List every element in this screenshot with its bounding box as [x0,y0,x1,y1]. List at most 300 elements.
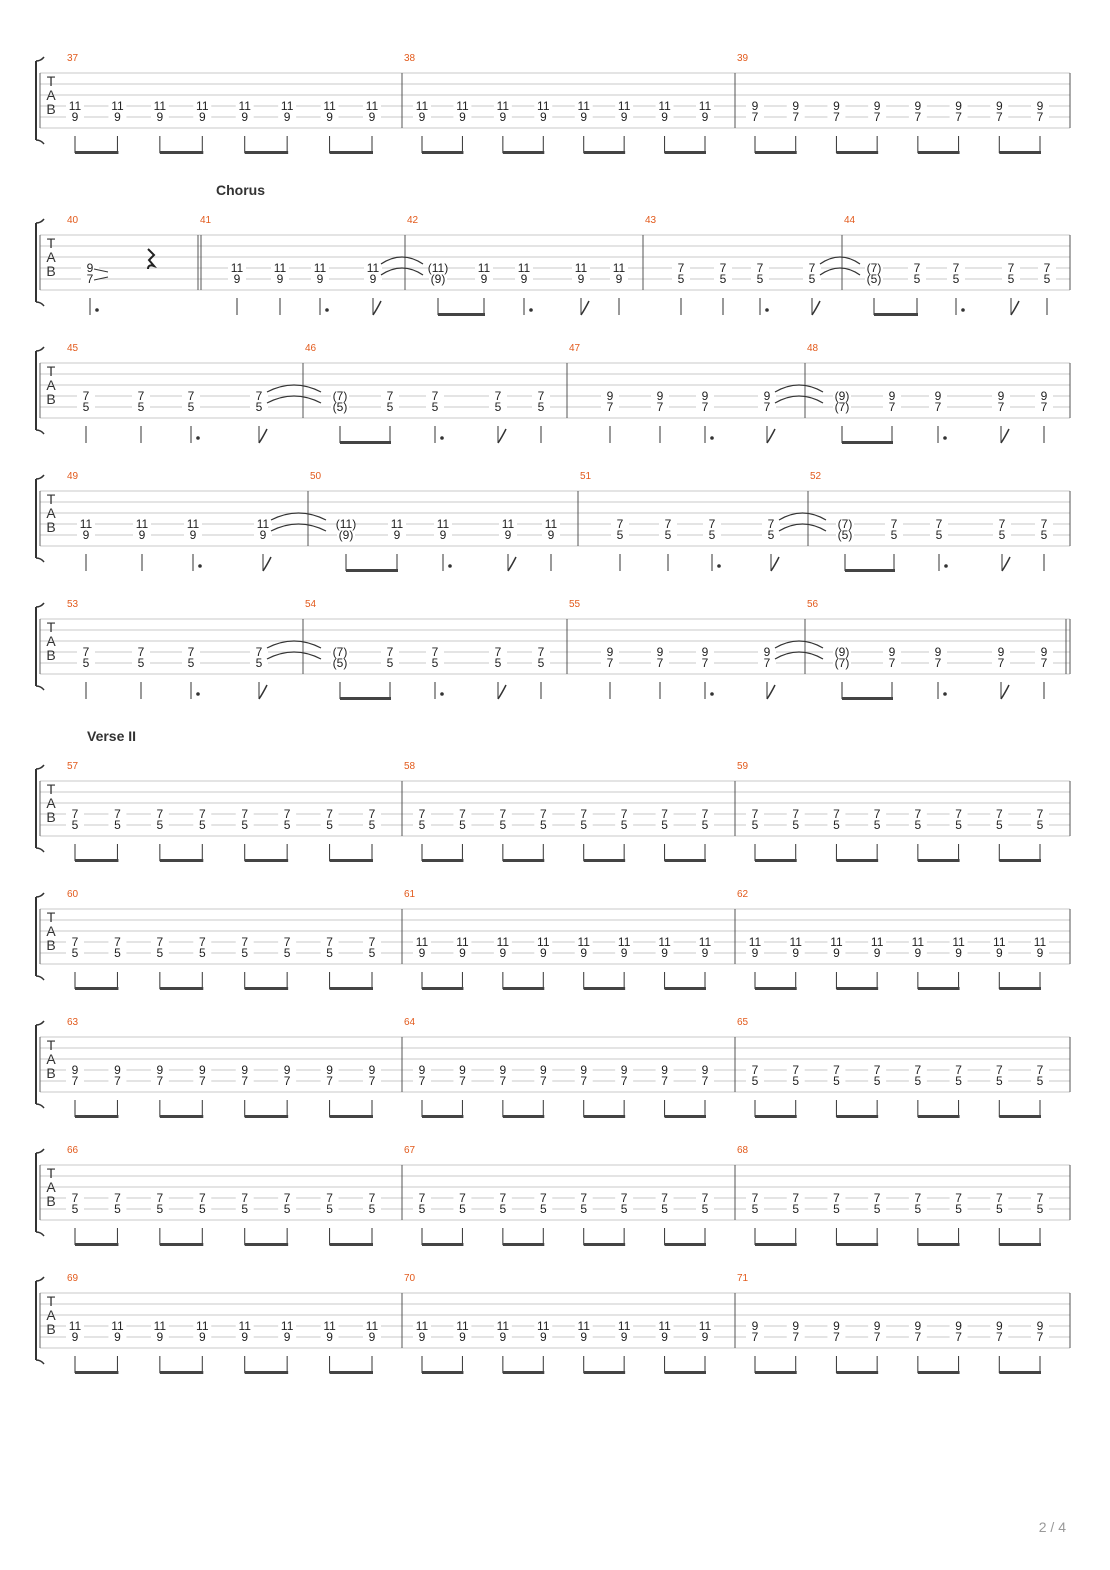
fret-number: 5 [114,946,121,960]
note-beam [330,859,373,862]
tab-clef-letter: B [46,391,56,407]
fret-number: 9 [701,1063,709,1077]
fret-number: 5 [995,1074,1003,1088]
fret-number: 5 [459,818,466,832]
fret-number: 11 [612,261,626,275]
fret-number: 7 [368,935,376,949]
fret-number: 7 [137,389,145,403]
fret-number: 7 [997,656,1005,670]
fret-number: 7 [914,1063,922,1077]
fret-number: 9 [873,1319,881,1333]
tab-clef-letter: B [46,1065,56,1081]
fret-number: 7 [82,645,90,659]
tab-clef-letter: A [46,1051,56,1067]
fret-number: 11 [698,1319,712,1333]
fret-number: 5 [156,1202,164,1216]
fret-number: 11 [456,99,469,113]
fret-number: 7 [792,1063,800,1077]
measure-number: 48 [807,343,819,354]
fret-number: 7 [833,110,840,124]
fret-number: 11 [68,1319,82,1333]
measure-number: 57 [67,761,79,772]
note-flag [1011,301,1019,315]
fret-number: 9 [580,110,588,124]
fret-number: 9 [156,1330,164,1344]
measure-number: 56 [807,599,819,610]
note-flag [508,557,516,571]
fret-number: 7 [995,1063,1003,1077]
rhythm-dot [710,436,714,440]
fret-number: 7 [606,400,614,414]
fret-number: 5 [1007,272,1015,286]
note-beam [999,859,1041,862]
fret-number: 11 [952,935,965,949]
fret-number: 5 [616,528,624,542]
fret-number: 11 [501,517,515,531]
fret-number: 7 [763,400,771,414]
fret-number: 7 [431,389,439,403]
fret-number: 5 [935,528,943,542]
measure-number: 54 [305,599,317,610]
fret-number: 5 [283,946,291,960]
fret-number: 9 [198,1063,206,1077]
fret-number: 7 [664,517,672,531]
fret-number: 7 [656,400,664,414]
rhythm-dot [943,692,947,696]
tie-arc [271,524,326,531]
fret-number: 7 [677,261,685,275]
fret-number: 9 [792,1319,800,1333]
fret-number: 7 [751,1063,759,1077]
measure-number: 58 [404,761,416,772]
fret-number: 7 [283,935,291,949]
fret-number: 5 [71,1202,79,1216]
measure-number: 40 [67,215,79,226]
fret-number: 9 [580,946,588,960]
fret-number: 9 [1040,389,1048,403]
fret-number: 7 [539,1191,547,1205]
fret-number: 7 [418,1074,426,1088]
fret-number: 7 [792,807,800,821]
fret-number: 7 [1036,1063,1044,1077]
fret-number: 5 [914,1202,922,1216]
fret-number: 9 [833,1319,840,1333]
fret-number: 7 [914,807,922,821]
note-beam [665,1371,706,1374]
fret-number: 11 [617,935,631,949]
fret-number: 9 [751,1319,759,1333]
fret-number: (7) [834,400,850,414]
tab-clef-letter: B [46,809,56,825]
note-beam [160,1371,203,1374]
fret-number: 5 [114,1202,121,1216]
note-flag [259,429,267,443]
note-flag [259,685,267,699]
fret-number: (9) [338,528,354,542]
fret-number: 5 [995,818,1003,832]
fret-number: 9 [504,528,512,542]
rhythm-dot [198,564,202,568]
rhythm-dot [448,564,452,568]
note-beam [340,441,391,444]
note-beam [340,697,391,700]
note-beam [836,1371,878,1374]
fret-number: 9 [233,272,241,286]
fret-number: 7 [86,272,94,286]
fret-number: 7 [995,1191,1003,1205]
measure-number: 60 [67,889,79,900]
fret-number: 7 [751,807,759,821]
fret-number: 7 [114,1074,121,1088]
fret-number: 7 [156,1191,164,1205]
fret-number: 9 [701,946,709,960]
fret-number: 7 [751,1330,759,1344]
fret-number: 9 [1036,1319,1044,1333]
fret-number: 5 [198,1202,206,1216]
fret-number: 11 [415,1319,429,1333]
fret-number: 5 [913,272,921,286]
fret-number: 9 [661,110,668,124]
note-beam [999,987,1041,990]
fret-number: (5) [332,656,348,670]
fret-number: 9 [316,272,324,286]
note-beam [160,1115,203,1118]
note-beam [503,987,544,990]
note-beam [422,859,463,862]
fret-number: 9 [547,528,555,542]
note-beam [842,441,893,444]
fret-number: 9 [661,946,668,960]
tab-clef-letter: B [46,263,56,279]
note-beam [584,1371,625,1374]
tab-system [36,728,1070,862]
fret-number: (9) [430,272,446,286]
note-beam [665,1243,706,1246]
note-beam [755,859,797,862]
fret-number: 5 [255,656,263,670]
fret-number: 11 [658,935,671,949]
fret-number: 7 [499,1074,507,1088]
note-beam [75,1371,118,1374]
fret-number: 5 [719,272,727,286]
fret-number: 9 [580,1330,588,1344]
note-flag [581,301,589,315]
note-beam [874,313,918,316]
measure-number: 50 [310,471,322,482]
fret-number: 9 [71,1330,79,1344]
fret-number: 7 [1040,400,1048,414]
fret-number: 9 [914,99,922,113]
fret-number: 11 [390,517,404,531]
fret-number: 7 [995,807,1003,821]
fret-number: 7 [756,261,764,275]
fret-number: 7 [888,656,896,670]
tie-arc [779,524,826,531]
fret-number: 7 [873,1330,881,1344]
fret-number: 11 [577,99,590,113]
page-number: 2 / 4 [1038,1519,1066,1535]
fret-number: 5 [368,1202,376,1216]
tab-system [36,1017,1070,1118]
tie-arc [267,385,321,392]
tab-clef-letter: T [46,909,56,925]
measure-number: 46 [305,343,317,354]
note-beam [918,859,960,862]
note-beam [75,987,118,990]
fret-number: 7 [995,1330,1003,1344]
note-beam [75,859,118,862]
tab-clef-letter: B [46,1321,56,1337]
fret-number: 11 [617,99,631,113]
rhythm-dot [440,692,444,696]
fret-number: 9 [955,1319,962,1333]
fret-number: 5 [808,272,816,286]
fret-number: 9 [934,645,942,659]
note-beam [999,151,1041,154]
fret-number: 7 [955,1330,962,1344]
fret-number: 5 [677,272,685,286]
fret-number: 7 [998,517,1006,531]
fret-number: 7 [459,807,466,821]
note-beam [918,1243,960,1246]
tie-arc [271,513,326,520]
fret-number: (7) [834,656,850,670]
fret-number: 7 [997,400,1005,414]
measure-number: 51 [580,471,592,482]
rhythm-dot [440,436,444,440]
tab-clef-letter: A [46,1179,56,1195]
fret-number: 9 [615,272,623,286]
fret-number: 5 [792,1202,800,1216]
fret-number: 11 [415,99,429,113]
fret-number: 9 [751,946,759,960]
fret-number: 7 [156,935,164,949]
fret-number: 5 [1040,528,1048,542]
fret-number: 5 [1036,1074,1044,1088]
fret-number: 11 [230,261,244,275]
fret-number: 11 [153,1319,167,1333]
fret-number: (5) [332,400,348,414]
fret-number: 9 [701,645,709,659]
fret-number: 5 [751,1202,759,1216]
fret-number: 7 [198,1191,206,1205]
fret-number: 9 [138,528,146,542]
fret-number: 7 [616,517,624,531]
fret-number: 9 [914,946,922,960]
fret-number: 5 [767,528,775,542]
fret-number: 11 [280,1319,294,1333]
measure-number: 49 [67,471,79,482]
fret-number: 9 [156,1063,164,1077]
note-beam [584,1243,625,1246]
fret-number: 7 [418,807,426,821]
fret-number: (11) [427,261,449,275]
fret-number: 9 [499,110,507,124]
fret-number: 9 [751,99,759,113]
fret-number: 11 [365,1319,379,1333]
tab-clef-letter: B [46,937,56,953]
fret-number: 5 [701,818,709,832]
fret-number: 9 [1036,99,1044,113]
measure-number: 66 [67,1145,79,1156]
fret-number: 9 [156,110,164,124]
fret-number: 7 [708,517,716,531]
fret-number: 7 [873,110,881,124]
fret-number: 7 [431,645,439,659]
fret-number: 5 [137,656,145,670]
note-beam [755,987,797,990]
fret-number: 7 [913,261,921,275]
fret-number: 9 [888,645,896,659]
fret-number: 9 [1040,645,1048,659]
fret-number: 11 [436,517,450,531]
fret-number: 11 [870,935,884,949]
tab-clef-letter: B [46,101,56,117]
fret-number: 7 [368,1191,376,1205]
measure-number: 42 [407,215,419,226]
measure-number: 71 [737,1273,749,1284]
note-beam [584,987,625,990]
fret-number: 9 [189,528,197,542]
fret-number: 5 [955,818,962,832]
fret-number: 9 [763,389,771,403]
fret-number: 11 [789,935,802,949]
fret-number: 9 [283,1063,291,1077]
fret-number: 5 [255,400,263,414]
fret-number: 7 [873,1191,881,1205]
fret-number: 11 [617,1319,631,1333]
fret-number: 11 [456,1319,469,1333]
note-beam [245,987,288,990]
fret-number: 5 [368,946,376,960]
fret-number: 5 [494,400,502,414]
fret-number: 5 [156,946,164,960]
fret-number: 5 [187,400,195,414]
fret-number: 7 [283,1074,291,1088]
fret-number: 11 [256,517,270,531]
fret-number: 5 [873,1202,881,1216]
fret-number: 7 [656,656,664,670]
note-beam [422,987,463,990]
fret-number: 11 [496,99,510,113]
note-beam [836,1115,878,1118]
fret-number: 9 [606,389,614,403]
note-flag [498,685,506,699]
measure-number: 64 [404,1017,416,1028]
fret-number: 5 [386,656,394,670]
fret-number: 9 [833,946,840,960]
note-flag [767,429,775,443]
fret-number: 7 [499,1191,507,1205]
measure-number: 44 [844,215,856,226]
note-beam [842,697,893,700]
fret-number: 11 [911,935,925,949]
fret-number: 9 [661,1330,668,1344]
fret-number: 5 [792,1074,800,1088]
fret-number: 5 [418,1202,426,1216]
fret-number: 9 [955,946,962,960]
fret-number: 11 [196,99,209,113]
fret-number: 9 [114,110,121,124]
fret-number: 7 [701,400,709,414]
fret-number: 7 [934,400,942,414]
fret-number: 9 [418,1330,426,1344]
fret-number: 9 [459,946,466,960]
fret-number: 9 [86,261,94,275]
fret-number: 7 [701,656,709,670]
tab-clef-letter: T [46,1037,56,1053]
fret-number: 7 [763,656,771,670]
fret-number: 7 [283,1191,291,1205]
fret-number: 7 [386,389,394,403]
note-flag [767,685,775,699]
fret-number: 9 [114,1330,121,1344]
fret-number: 5 [1043,272,1051,286]
fret-number: 7 [255,645,263,659]
fret-number: 9 [499,1330,507,1344]
fret-number: 11 [537,1319,550,1333]
tab-system [36,343,1070,444]
fret-number: 7 [701,807,709,821]
fret-number: 9 [539,1063,547,1077]
fret-number: 7 [255,389,263,403]
fret-number: 11 [153,99,167,113]
fret-number: 11 [993,935,1006,949]
tie-arc [775,641,823,648]
fret-number: 7 [187,645,195,659]
note-beam [665,859,706,862]
fret-number: 11 [537,935,550,949]
fret-number: 9 [368,1063,376,1077]
fret-number: 7 [1036,807,1044,821]
fret-number: 5 [539,818,547,832]
fret-number: 7 [241,935,249,949]
fret-number: 9 [326,1063,333,1077]
fret-number: 7 [418,1191,426,1205]
fret-number: 11 [366,261,380,275]
fret-number: 9 [620,1063,628,1077]
measure-number: 37 [67,53,79,64]
fret-number: 9 [499,1063,507,1077]
note-beam [755,1243,797,1246]
fret-number: 7 [955,110,962,124]
rhythm-dot [961,308,965,312]
fret-number: 9 [792,946,800,960]
fret-number: 7 [955,807,962,821]
fret-number: 7 [767,517,775,531]
fret-number: 5 [998,528,1006,542]
tie-arc [775,385,823,392]
fret-number: 5 [620,1202,628,1216]
fret-number: 9 [606,645,614,659]
fret-number: 5 [890,528,898,542]
fret-number: 7 [537,389,545,403]
fret-number: 5 [114,818,121,832]
fret-number: 7 [1036,110,1044,124]
fret-number: 7 [808,261,816,275]
fret-number: 5 [751,1074,759,1088]
fret-number: 5 [539,1202,547,1216]
fret-number: 11 [658,1319,671,1333]
fret-number: 7 [833,1063,840,1077]
note-beam [918,1115,960,1118]
fret-number: 7 [833,1191,840,1205]
fret-number: 9 [241,1063,249,1077]
fret-number: 7 [792,1191,800,1205]
fret-number: 9 [914,1319,922,1333]
tab-system [36,53,1070,154]
fret-number: 7 [792,1330,800,1344]
